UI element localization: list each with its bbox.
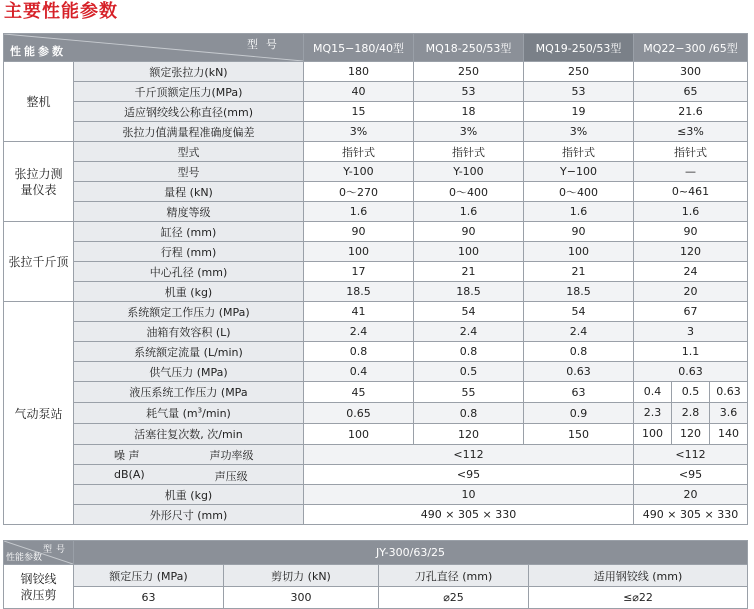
split-value-cell: [634, 382, 748, 403]
model-header: MQ15−180/40型: [304, 34, 414, 62]
group-jack: 张拉千斤顶: [4, 222, 74, 302]
param-label: 系统额定工作压力 (MPa): [74, 302, 304, 322]
value-cell: 65: [634, 82, 748, 102]
value-cell: 18.5: [414, 282, 524, 302]
value-cell: 0～400: [524, 182, 634, 202]
value-cell: 0～400: [414, 182, 524, 202]
value-cell: 41: [304, 302, 414, 322]
value-cell: 53: [414, 82, 524, 102]
value-cell: 67: [634, 302, 748, 322]
shear-param-label: 额定压力 (MPa): [74, 565, 224, 587]
value-cell: <95: [634, 465, 748, 485]
value-cell: 55: [414, 382, 524, 403]
value-cell: 21.6: [634, 102, 748, 122]
value-cell: 0~461: [634, 182, 748, 202]
value-cell: 20: [634, 485, 748, 505]
value-cell: 2.8: [671, 403, 709, 423]
value-cell: 18: [414, 102, 524, 122]
value-cell: 0.8: [304, 342, 414, 362]
value-cell: 3: [634, 322, 748, 342]
group-shear-label: 钢铰线液压剪: [20, 571, 57, 602]
shear-model-header: JY-300/63/25: [74, 541, 748, 565]
value-cell: 2.4: [304, 322, 414, 342]
value-cell: 0.8: [524, 342, 634, 362]
split-value-cell: [634, 403, 748, 424]
value-cell: 0.63: [709, 382, 747, 402]
value-cell: 100: [304, 424, 414, 445]
value-cell: 120: [671, 424, 709, 444]
value-cell: <95: [304, 465, 634, 485]
shear-value-cell: ≤⌀22: [529, 587, 748, 609]
value-cell: 40: [304, 82, 414, 102]
value-cell: 1.6: [414, 202, 524, 222]
param-label: 量程 (kN): [74, 182, 304, 202]
value-cell: 150: [524, 424, 634, 445]
value-cell: 0.5: [671, 382, 709, 402]
hydraulic-shear-table: [3, 540, 748, 609]
page-title: 主要性能参数: [4, 1, 118, 22]
split-value-cell: [634, 424, 748, 445]
value-cell: 17: [304, 262, 414, 282]
noise-label: [74, 445, 304, 465]
header-corner: [4, 34, 304, 62]
noise-power-label: 声功率级: [209, 448, 254, 462]
value-cell: 140: [709, 424, 747, 444]
param-label: 活塞往复次数, 次/min: [74, 424, 304, 445]
shear-header-corner: [4, 541, 74, 565]
value-cell: Y−100: [524, 162, 634, 182]
group-gauge-label: 张拉力测量仪表: [14, 166, 63, 197]
value-cell: 2.4: [414, 322, 524, 342]
value-cell: 指针式: [634, 142, 748, 162]
group-pump: 气动泵站: [4, 302, 74, 525]
shear-value-cell: 63: [74, 587, 224, 609]
value-cell: 0.4: [643, 385, 662, 398]
param-label: 油箱有效容积 (L): [74, 322, 304, 342]
value-cell: 指针式: [524, 142, 634, 162]
value-cell: 90: [524, 222, 634, 242]
group-gauge: [4, 142, 74, 222]
value-cell: 63: [524, 382, 634, 403]
value-cell: 100: [524, 242, 634, 262]
value-cell: 1.6: [524, 202, 634, 222]
value-cell: 3%: [414, 122, 524, 142]
value-cell: 21: [414, 262, 524, 282]
param-label: 型式: [74, 142, 304, 162]
param-label-sup: 3: [197, 406, 203, 415]
group-shear: [4, 565, 74, 609]
value-cell: 90: [634, 222, 748, 242]
noise-pressure-label: 声压级: [214, 470, 248, 483]
param-label: 适应钢绞线公称直径(mm): [74, 102, 304, 122]
param-label: 液压系统工作压力 (MPa: [74, 382, 304, 403]
noise-label-2: dB(A): [114, 468, 145, 481]
value-cell: 54: [414, 302, 524, 322]
param-label: 型号: [74, 162, 304, 182]
value-cell: <112: [634, 445, 748, 465]
param-label-text: /min): [202, 407, 231, 420]
value-cell: 3%: [524, 122, 634, 142]
value-cell: Y-100: [304, 162, 414, 182]
group-machine: 整机: [4, 62, 74, 142]
value-cell: 指针式: [304, 142, 414, 162]
value-cell: Y-100: [414, 162, 524, 182]
value-cell: 120: [414, 424, 524, 445]
value-cell: 250: [414, 62, 524, 82]
param-label: 中心孔径 (mm): [74, 262, 304, 282]
value-cell: 0～270: [304, 182, 414, 202]
param-label: 张拉力值满量程准确度偏差: [74, 122, 304, 142]
param-label-text: 耗气量 (m: [146, 407, 198, 420]
param-label: 缸径 (mm): [74, 222, 304, 242]
main-parameters-table: [3, 33, 748, 525]
value-cell: 490 × 305 × 330: [634, 505, 748, 525]
value-cell: 0.8: [414, 403, 524, 424]
param-label: 额定张拉力(kN): [74, 62, 304, 82]
corner-model-label: 型号: [247, 38, 285, 51]
value-cell: 1.1: [634, 342, 748, 362]
value-cell: 45: [304, 382, 414, 403]
value-cell: 指针式: [414, 142, 524, 162]
value-cell: 1.6: [634, 202, 748, 222]
model-header: MQ19-250/53型: [524, 34, 634, 62]
shear-value-cell: ⌀25: [379, 587, 529, 609]
value-cell: 250: [524, 62, 634, 82]
value-cell: —: [634, 162, 748, 182]
shear-corner-model-label: 型号: [42, 545, 69, 555]
value-cell: 21: [524, 262, 634, 282]
value-cell: 0.5: [414, 362, 524, 382]
value-cell: 53: [524, 82, 634, 102]
noise-label-1: 噪 声: [114, 448, 140, 462]
model-header: MQ18-250/53型: [414, 34, 524, 62]
value-cell: 300: [634, 62, 748, 82]
value-cell: 20: [634, 282, 748, 302]
value-cell: 90: [414, 222, 524, 242]
value-cell: 0.8: [414, 342, 524, 362]
value-cell: 90: [304, 222, 414, 242]
value-cell: 180: [304, 62, 414, 82]
model-header: MQ22−300 /65型: [634, 34, 748, 62]
value-cell: 10: [304, 485, 634, 505]
param-label: 机重 (kg): [74, 485, 304, 505]
shear-value-cell: 300: [224, 587, 379, 609]
value-cell: <112: [304, 445, 634, 465]
param-label: 行程 (mm): [74, 242, 304, 262]
value-cell: ≤3%: [634, 122, 748, 142]
corner-params-label: 性能参数: [10, 45, 66, 58]
shear-param-label: 适用钢铰线 (mm): [529, 565, 748, 587]
value-cell: 18.5: [524, 282, 634, 302]
shear-param-label: 刀孔直径 (mm): [379, 565, 529, 587]
param-label: 系统额定流量 (L/min): [74, 342, 304, 362]
noise-unit-label: [74, 465, 304, 485]
value-cell: 3.6: [709, 403, 747, 423]
value-cell: 490 × 305 × 330: [304, 505, 634, 525]
value-cell: 100: [642, 427, 663, 440]
value-cell: 0.63: [634, 362, 748, 382]
value-cell: 24: [634, 262, 748, 282]
param-label: 外形尺寸 (mm): [74, 505, 304, 525]
value-cell: 120: [634, 242, 748, 262]
value-cell: 0.4: [304, 362, 414, 382]
value-cell: 18.5: [304, 282, 414, 302]
param-label: 机重 (kg): [74, 282, 304, 302]
shear-param-label: 剪切力 (kN): [224, 565, 379, 587]
value-cell: 15: [304, 102, 414, 122]
value-cell: 3%: [304, 122, 414, 142]
value-cell: 100: [414, 242, 524, 262]
value-cell: 2.3: [643, 406, 662, 419]
value-cell: 1.6: [304, 202, 414, 222]
value-cell: 2.4: [524, 322, 634, 342]
value-cell: 54: [524, 302, 634, 322]
value-cell: 0.65: [304, 403, 414, 424]
param-label: [74, 403, 304, 424]
param-label: 供气压力 (MPa): [74, 362, 304, 382]
value-cell: 0.9: [524, 403, 634, 424]
value-cell: 100: [304, 242, 414, 262]
value-cell: 19: [524, 102, 634, 122]
param-label: 精度等级: [74, 202, 304, 222]
shear-corner-params-label: 性能参数: [6, 553, 43, 563]
value-cell: 0.63: [524, 362, 634, 382]
param-label: 千斤顶额定压力(MPa): [74, 82, 304, 102]
